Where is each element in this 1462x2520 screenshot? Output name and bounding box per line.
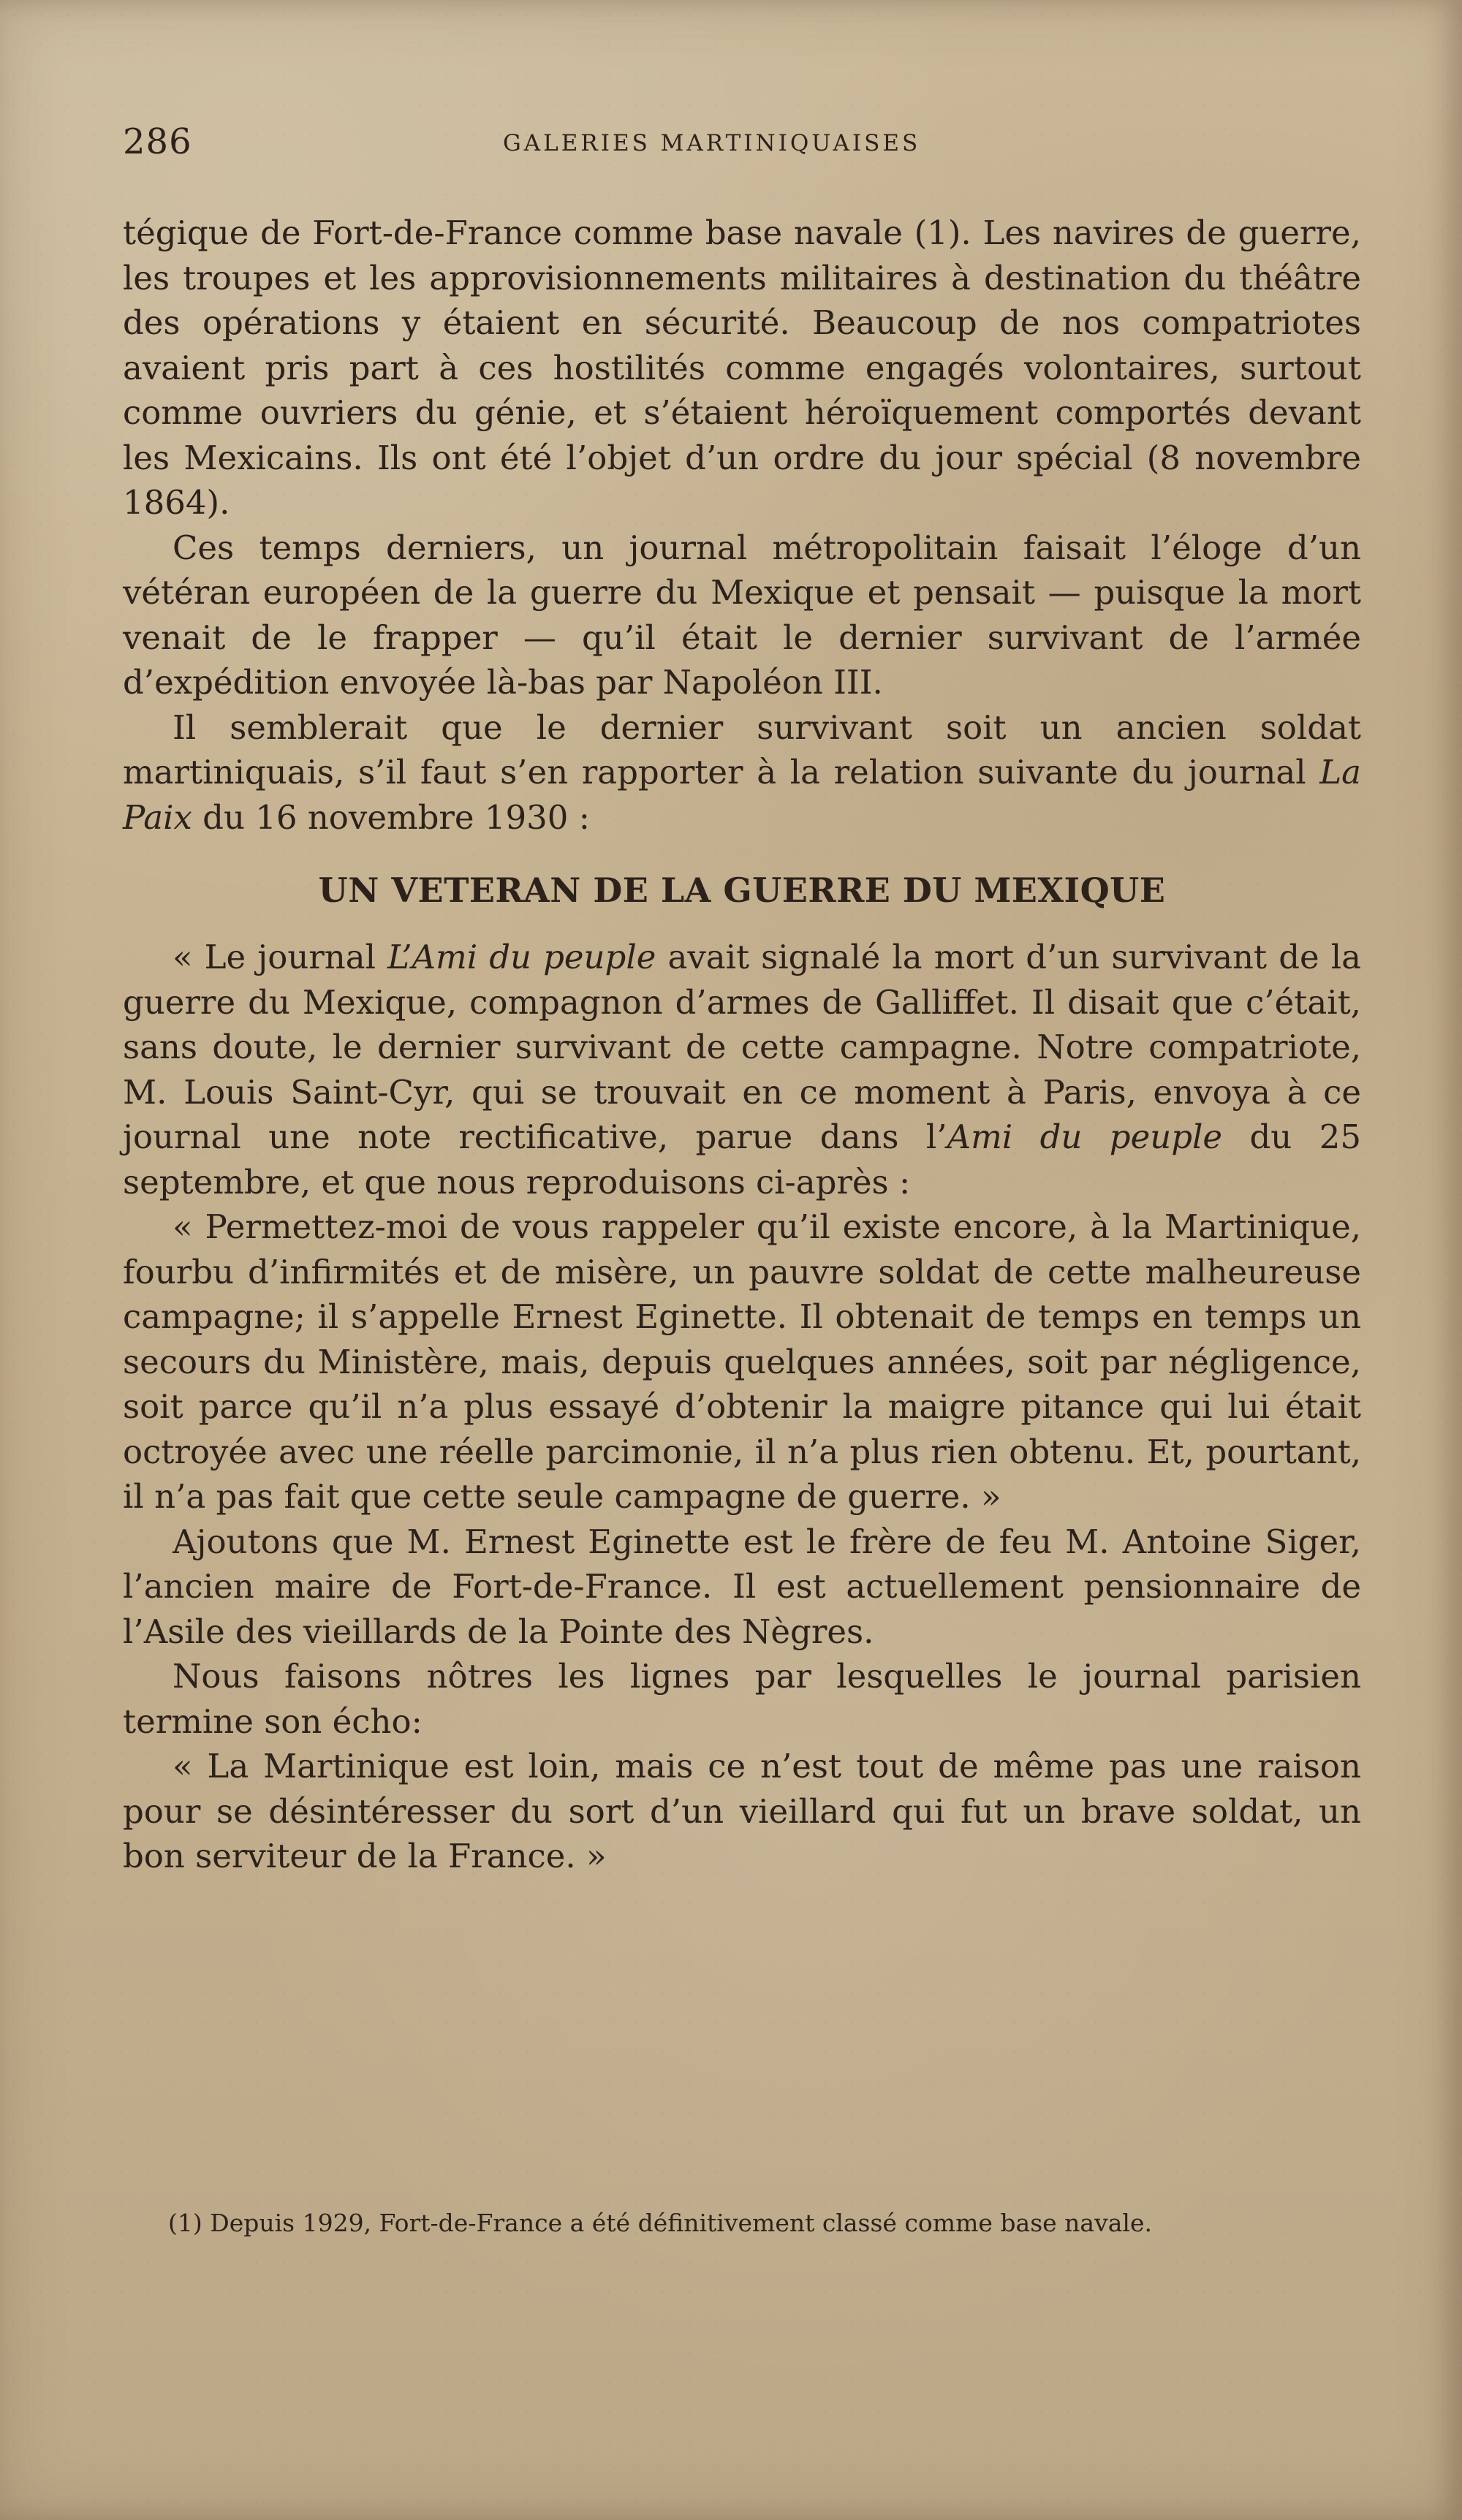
newspaper-title-ami-du-peuple-full: L’Ami du peuple [387, 938, 656, 976]
paragraph-ernest-eginette-family: Ajoutons que M. Ernest Eginette est le frère de feu M. Antoine Siger, l’ancien maire de Fort-de-France. Il est actuellement pensionnaire de l’Asile des vieillards de la Pointe des Nègres. [123, 1522, 1361, 1651]
paragraph-newspaper-echo: Nous faisons nôtres les lignes par lesquelles le journal parisien termine son écho: [123, 1657, 1361, 1741]
footnote: (1) Depuis 1929, Fort-de-France a été définitivement classé comme base navale. [168, 2209, 1152, 2237]
running-header [123, 120, 1358, 164]
quotation-ami-du-peuple-start: « Le journal [173, 938, 388, 976]
book-title: GALERIES MARTINIQUAISES [503, 130, 921, 156]
quotation-ami-du-peuple-middle: avait signalé la mort d’un survivant de la guerre du Mexique, compagnon d’armes de Galliffet. Il disait que c’était, sans doute, le dernier survivant de cette campagne. Notre compatriote, M. Louis Saint-Cyr, qui se trouvait en ce moment à Paris, envoya à ce journal une note rectificative, parue dans l’ [123, 938, 1361, 1156]
section-heading: UN VETERAN DE LA GUERRE DU MEXIQUE [318, 870, 1166, 910]
closing-quotation: « La Martinique est loin, mais ce n’est tout de même pas une raison pour se désintéresser du sort d’un vieillard qui fut un brave soldat, un bon serviteur de la France. » [123, 1747, 1361, 1875]
paragraph-martinican-survivor-text-end: du 16 novembre 1930 : [192, 797, 590, 837]
paragraph-european-veteran: Ces temps derniers, un journal métropolitain faisait l’éloge d’un vétéran européen de la guerre du Mexique et pensait — puisque la mort venait de le frapper — qu’il était le dernier survivant de l’armée d’expédition envoyée là-bas par Napoléon III. [123, 528, 1361, 702]
quotation-ernest-eginette: « Permettez-moi de vous rappeler qu’il existe encore, à la Martinique, fourbu d’infirmités et de misère, un pauvre soldat de cette malheureuse campagne; il s’appelle Ernest Eginette. Il obtenait de temps en temps un secours du Ministère, mais, depuis quelques années, soit par négligence, soit parce qu’il n’a plus essayé d’obtenir la maigre pitance qui lui était octroyée avec une réelle parcimonie, il n’a plus rien obtenu. Et, pourtant, il n’a pas fait que cette seule campagne de guerre. » [123, 1207, 1361, 1516]
page-number: 286 [123, 121, 192, 162]
paragraph-martinican-survivor-text-start: Il semblerait que le dernier survivant soit un ancien soldat martiniquais, s’il faut s’en rapporter à la relation suivante du journal [123, 707, 1361, 792]
quotation-ami-du-peuple-end: du 25 septembre, et que nous reproduisons ci-après : [123, 1117, 1361, 1202]
quotation-ami-du-peuple [123, 935, 1361, 1204]
paragraph-fort-de-france: tégique de Fort-de-France comme base navale (1). Les navires de guerre, les troupes et les approvisionnements militaires à destination du théâtre des opérations y étaient en sécurité. Beaucoup de nos compatriotes avaient pris part à ces hostilités comme engagés volontaires, surtout comme ouvriers du génie, et s’étaient héroïquement comportés devant les Mexicains. Ils ont été l’objet d’un ordre du jour spécial (8 novembre 1864). [123, 213, 1361, 522]
newspaper-title-la-paix: La Paix [123, 753, 1361, 837]
page-content [123, 210, 1361, 1879]
newspaper-title-ami-du-peuple-short: Ami du peuple [947, 1117, 1223, 1156]
paragraph-martinican-survivor [123, 705, 1361, 840]
